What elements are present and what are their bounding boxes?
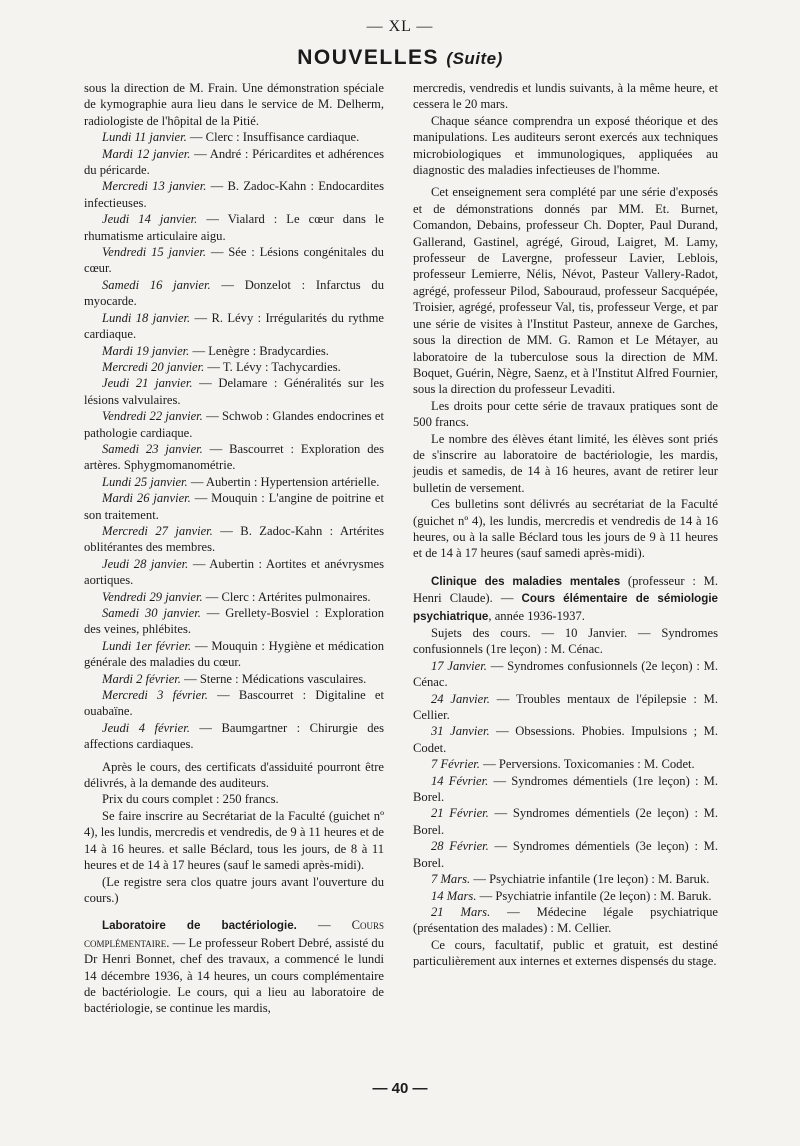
paragraph [84, 874, 384, 907]
paragraph-text: — Syndromes démentiels (3e leçon) : M. Borel. [413, 839, 718, 870]
paragraph-text: — Troubles mentaux de l'épilepsie : M. Cellier. [413, 691, 718, 723]
paragraph [413, 756, 718, 772]
paragraph-text: , année 1936-1937. [488, 608, 585, 623]
paragraph [84, 408, 384, 441]
paragraph-text: — B. Zadoc-Kahn : Endocardites infectieuses. [84, 179, 384, 210]
paragraph-text: (Le registre sera clos quatre jours avant l'ouverture du cours.) [84, 874, 384, 905]
lecture-date: Vendredi 22 janvier. [102, 409, 203, 424]
paragraph [84, 589, 384, 605]
paragraph-text: Sujets des cours. — 10 Janvier. — Syndromes confusionnels (1re leçon) : M. Cénac. [413, 626, 718, 657]
paragraph [84, 310, 384, 343]
section-subheading: — Cours complémentaire. [84, 918, 384, 950]
paragraph [84, 178, 384, 211]
paragraph-text: mercredis, vendredis et lundis suivants, à la même heure, et cessera le 20 mars. [413, 81, 718, 112]
paragraph-text: Le nombre des élèves étant limité, les élèves sont priés de s'inscrire au laboratoire de bactériologie, les mardis, jeudis et samedis, de 14 à 16 heures, avant de retirer leur bulletin de versement. [413, 431, 718, 495]
paragraph-text: Ce cours, facultatif, public et gratuit, est destiné particulièrement aux internes et externes dispensés du stage. [413, 937, 718, 969]
paragraph [413, 658, 718, 691]
paragraph-text: Après le cours, des certificats d'assiduité pourront être délivrés, à la demande des auditeurs. [84, 759, 384, 791]
paragraph-text: — Aubertin : Aortites et anévrysmes aortiques. [84, 556, 384, 588]
paragraph [413, 398, 718, 431]
paragraph [84, 441, 384, 474]
paragraph [84, 687, 384, 720]
lecture-date: 21 Mars. [431, 904, 491, 919]
paragraph-text: — Donzelot : Infarctus du myocarde. [84, 277, 384, 309]
lecture-date: 14 Février. [431, 773, 489, 788]
paragraph-text: — R. Lévy : Irrégularités du rythme cardiaque. [84, 310, 384, 342]
paragraph-text: — Baumgartner : Chirurgie des affections cardiaques. [84, 720, 384, 752]
paragraph-text: — Obsessions. Phobies. Impulsions ; M. Codet. [413, 724, 718, 755]
page-number: — 40 — [372, 1080, 428, 1097]
paragraph-text: — Aubertin : Hypertension artérielle. [187, 474, 380, 489]
lecture-date: Jeudi 21 janvier. [102, 376, 193, 391]
lecture-date: 7 Février. [431, 757, 480, 772]
paragraph [84, 490, 384, 523]
paragraph [84, 359, 384, 375]
paragraph [84, 523, 384, 556]
paragraph-text: — Clerc : Artérites pulmonaires. [202, 589, 371, 604]
paragraph-text: — T. Lévy : Tachycardies. [204, 359, 341, 374]
paragraph-text: — Bascourret : Exploration des artères. Sphygmomanométrie. [84, 441, 384, 473]
course-title: Cours élémentaire de sémiologie psychiatrique [413, 592, 718, 623]
paragraph-text: Les droits pour cette série de travaux pratiques sont de 500 francs. [413, 398, 718, 430]
section-heading: Laboratoire de bactériologie. [102, 919, 297, 933]
paragraph [413, 937, 718, 970]
paragraph [84, 146, 384, 179]
paragraph-text: — Grellety-Bosviel : Exploration des veines, phlébites. [84, 606, 384, 637]
paragraph [84, 791, 384, 807]
paragraph-text: — Delamare : Généralités sur les lésions valvulaires. [84, 376, 384, 407]
paragraph [413, 431, 718, 497]
paragraph-text: — Lenègre : Bradycardies. [189, 343, 329, 358]
paragraph-text: sous la direction de M. Frain. Une démonstration spéciale de kymographie aura lieu dans le service de M. Delherm, radiologiste de l'hôpital de la Pitié. [84, 81, 384, 128]
paragraph [413, 113, 718, 179]
left-column [84, 80, 384, 1017]
lecture-date: 24 Janvier. [431, 691, 490, 706]
title-suffix: (Suite) [446, 49, 503, 68]
paragraph [413, 80, 718, 113]
paragraph [84, 474, 384, 490]
title-text: NOUVELLES [297, 46, 440, 69]
paragraph [84, 211, 384, 244]
lecture-date: 14 Mars. [431, 888, 477, 903]
lecture-date: Samedi 16 janvier. [102, 277, 211, 292]
paragraph [84, 638, 384, 671]
paragraph [413, 838, 718, 871]
paragraph [413, 691, 718, 724]
paragraph-text: Cet enseignement sera complété par une série d'exposés et de démonstrations donnés par MM. Et. Burnet, Comandon, Debains, professeur Ch. Dopter, Paul Durand, Gallerand, Gastinel, agrégé, Giroud, Laigret, M. Lamy, professeur de Lavergne, professeur Lavier, Leblois, professeur Lemierre, Nélis, Névot, Pasteur Vallery-Radot, agrégé, professeur Pilod, Sabouraud, professeur Sacquépée, Troisier, agrégé, professeur Val, tis, professeur Verge, et par une série de visites à l'Institut Pasteur, annexe de Garches, sous la direction de MM. G. Ramon et Le Métayer, au laboratoire de la tuberculose sous la direction de MM. Boquet, Guérin, Nègre, Saenz, et à l'Institut Alfred Fournier, sous la direction du professeur Levaditi. [413, 185, 718, 397]
paragraph-text: Se faire inscrire au Secrétariat de la Faculté (guichet nº 4), les lundis, mercredis et vendredis, de 9 à 11 heures et de 14 à 16 heures. et salle Béclard, tous les jours, de 8 à 11 heures et de 14 à 17 heures (sauf le samedi après-midi). [84, 808, 384, 873]
paragraph [413, 573, 718, 625]
lecture-date: Lundi 1er février. [102, 638, 192, 653]
paragraph [84, 375, 384, 408]
paragraph [413, 888, 718, 904]
paragraph [84, 80, 384, 129]
paragraph [413, 904, 718, 937]
lecture-date: Mercredi 27 janvier. [102, 523, 213, 538]
lecture-date: Samedi 23 janvier. [102, 441, 203, 456]
lecture-date: 28 Février. [431, 839, 489, 854]
paragraph [84, 759, 384, 792]
paragraph-text: — Schwob : Glandes endocrines et pathologie cardiaque. [84, 409, 384, 440]
lecture-date: Lundi 25 janvier. [102, 474, 188, 489]
lecture-date: Mardi 26 janvier. [102, 491, 191, 506]
paragraph [413, 625, 718, 658]
lecture-date: Jeudi 4 février. [102, 720, 190, 735]
paragraph-text: (professeur : M. Henri Claude). — [413, 573, 718, 606]
paragraph-text: — Mouquin : Hygiène et médication générale des maladies du cœur. [84, 638, 384, 670]
lecture-date: Vendredi 29 janvier. [102, 589, 203, 604]
paragraph-text: — Psychiatrie infantile (1re leçon) : M. Baruk. [470, 872, 710, 887]
lecture-date: Mercredi 3 février. [102, 688, 208, 703]
paragraph-text: — B. Zadoc-Kahn : Artérites oblitérantes des membres. [84, 523, 384, 555]
paragraph [84, 671, 384, 687]
paragraph [413, 773, 718, 806]
paragraph [84, 808, 384, 874]
paragraph-text: — Sterne : Médications vasculaires. [180, 671, 367, 686]
page-title [0, 46, 800, 70]
lecture-date: Mercredi 13 janvier. [102, 179, 207, 194]
paragraph [84, 556, 384, 589]
paragraph [84, 605, 384, 638]
paragraph [84, 244, 384, 277]
paragraph [84, 720, 384, 753]
paragraph-text: — Médecine légale psychiatrique (présentation des malades) : M. Cellier. [413, 904, 718, 936]
paragraph [413, 871, 718, 887]
paragraph-text: — Bascourret : Digitaline et ouabaïne. [84, 688, 384, 719]
paragraph [84, 343, 384, 359]
paragraph [413, 496, 718, 562]
lecture-date: Mardi 12 janvier. [102, 146, 191, 161]
lecture-date: Lundi 11 janvier. [102, 130, 187, 145]
section-heading: Clinique des maladies mentales [431, 574, 621, 588]
paragraph-text: — Vialard : Le cœur dans le rhumatisme articulaire aigu. [84, 212, 384, 243]
paragraph-text: — Mouquin : L'angine de poitrine et son traitement. [84, 491, 384, 522]
paragraph [413, 184, 718, 397]
lecture-date: Jeudi 28 janvier. [102, 556, 189, 571]
paragraph-text: — Psychiatrie infantile (2e leçon) : M. Baruk. [476, 888, 712, 903]
lecture-date: Vendredi 15 janvier. [102, 245, 206, 260]
paragraph-text: — Perversions. Toxicomanies : M. Codet. [479, 757, 695, 772]
paragraph-text: — André : Péricardites et adhérences du péricarde. [84, 146, 384, 178]
lecture-date: Jeudi 14 janvier. [102, 212, 198, 227]
lecture-date: Mercredi 20 janvier. [102, 359, 205, 374]
paragraph [413, 805, 718, 838]
paragraph-text: — Clerc : Insuffisance cardiaque. [186, 130, 360, 145]
right-column [413, 80, 718, 970]
paragraph-text: — Syndromes démentiels (1re leçon) : M. Borel. [413, 773, 718, 805]
paragraph [84, 129, 384, 145]
paragraph [84, 917, 384, 1016]
paragraph-text: — Le professeur Robert Debré, assisté du Dr Henri Bonnet, chef des travaux, a commencé le lundi 14 décembre 1936, à 14 heures, un cours complémentaire de bactériologie. Le cours, qui a lieu au laboratoire de bactériologie, se continue les mardis, [84, 935, 384, 1016]
lecture-date: 31 Janvier. [431, 724, 490, 739]
lecture-date: 17 Janvier. [431, 658, 487, 673]
lecture-date: Mardi 19 janvier. [102, 343, 190, 358]
lecture-date: 7 Mars. [431, 872, 471, 887]
paragraph-text: — Syndromes confusionnels (2e leçon) : M. Cénac. [413, 658, 719, 690]
roman-page-number: — XL — [366, 18, 434, 35]
lecture-date: 21 Février. [431, 806, 489, 821]
paragraph-text: — Sée : Lésions congénitales du cœur. [84, 245, 384, 276]
paragraph [84, 277, 384, 310]
paragraph-text: Ces bulletins sont délivrés au secrétariat de la Faculté (guichet nº 4), les lundis, mercredis et vendredis de 14 à 16 heures, ou à la salle Béclard tous les jours de 9 à 11 heures et de 14 à 17 heures (sauf samedi après-midi). [413, 497, 718, 561]
lecture-date: Samedi 30 janvier. [102, 606, 201, 620]
lecture-date: Mardi 2 février. [102, 671, 181, 686]
paragraph-text: — Syndromes démentiels (2e leçon) : M. Borel. [413, 806, 718, 837]
lecture-date: Lundi 18 janvier. [102, 310, 191, 325]
paragraph [413, 723, 718, 756]
paragraph-text: Prix du cours complet : 250 francs. [102, 792, 279, 807]
paragraph-text: Chaque séance comprendra un exposé théorique et des manipulations. Les auditeurs seront exercés aux techniques microbiologiques et immunologiques, appliquées au diagnostic des maladies infectieuses de l'homme. [413, 113, 718, 178]
